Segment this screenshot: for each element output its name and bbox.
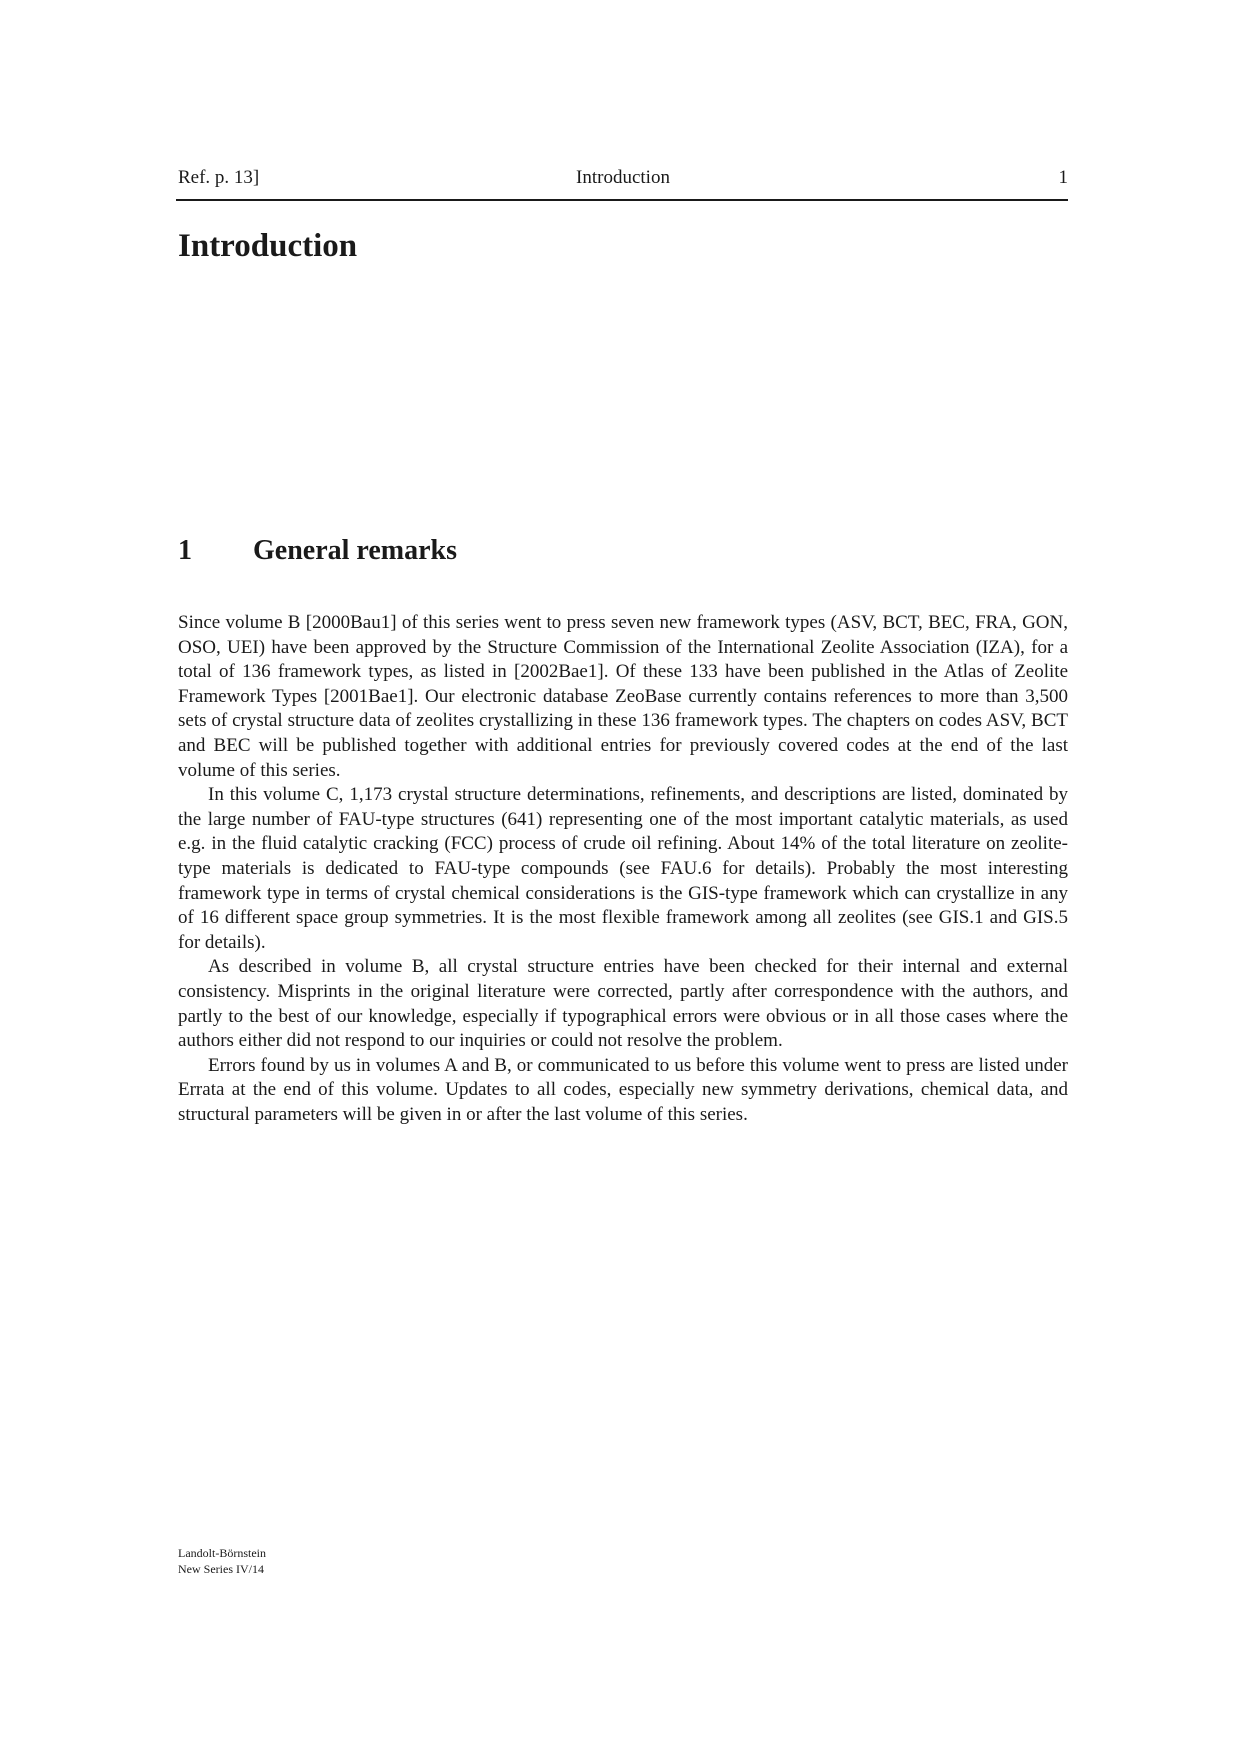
body-text xyxy=(178,611,1068,1127)
footer xyxy=(178,1545,266,1577)
paragraph: Since volume B [2000Bau1] of this series went to press seven new framework types (ASV, BCT, BEC, FRA, GON, OSO, UEI) have been approved by the Structure Commission of the International Zeolite Association (IZA), for a total of 136 framework types, as listed in [2002Bae1]. Of these 133 have been published in the Atlas of Zeolite Framework Types [2001Bae1]. Our electronic database ZeoBase currently contains references to more than 3,500 sets of crystal structure data of zeolites crystallizing in these 136 framework types. The chapters on codes ASV, BCT and BEC will be published together with additional entries for previously covered codes at the end of the last volume of this series. xyxy=(178,612,1068,781)
footer-publisher: Landolt-Börnstein xyxy=(178,1546,266,1560)
page-number: 1 xyxy=(1058,167,1068,188)
section-heading xyxy=(178,533,457,569)
running-header xyxy=(178,164,1068,192)
header-rule xyxy=(176,199,1068,201)
header-reference: Ref. p. 13] xyxy=(178,167,260,188)
section-number: 1 xyxy=(178,535,192,566)
paragraph: Errors found by us in volumes A and B, or communicated to us before this volume went to press are listed under Errata at the end of this volume. Updates to all codes, especially new symmetry derivations, chemical data, and structural parameters will be given in or after the last volume of this series. xyxy=(178,1054,1068,1125)
header-title: Introduction xyxy=(576,167,670,188)
paragraph: In this volume C, 1,173 crystal structure determinations, refinements, and descriptions are listed, dominated by the large number of FAU-type structures (641) representing one of the most important catalytic materials, as used e.g. in the fluid catalytic cracking (FCC) process of crude oil refining. About 14% of the total literature on zeolite-type materials is dedicated to FAU-type compounds (see FAU.6 for details). Probably the most interesting framework type in terms of crystal chemical considerations is the GIS-type framework which can crystallize in any of 16 different space group symmetries. It is the most flexible framework among all zeolites (see GIS.1 and GIS.5 for details). xyxy=(178,784,1068,953)
paragraph: As described in volume B, all crystal structure entries have been checked for their internal and external consistency. Misprints in the original literature were corrected, partly after correspondence with the authors, and partly to the best of our knowledge, especially if typographical errors were obvious or in all those cases where the authors either did not respond to our inquiries or could not resolve the problem. xyxy=(178,956,1068,1052)
section-title: General remarks xyxy=(253,535,457,566)
chapter-title: Introduction xyxy=(178,228,358,264)
footer-series: New Series IV/14 xyxy=(178,1562,264,1576)
